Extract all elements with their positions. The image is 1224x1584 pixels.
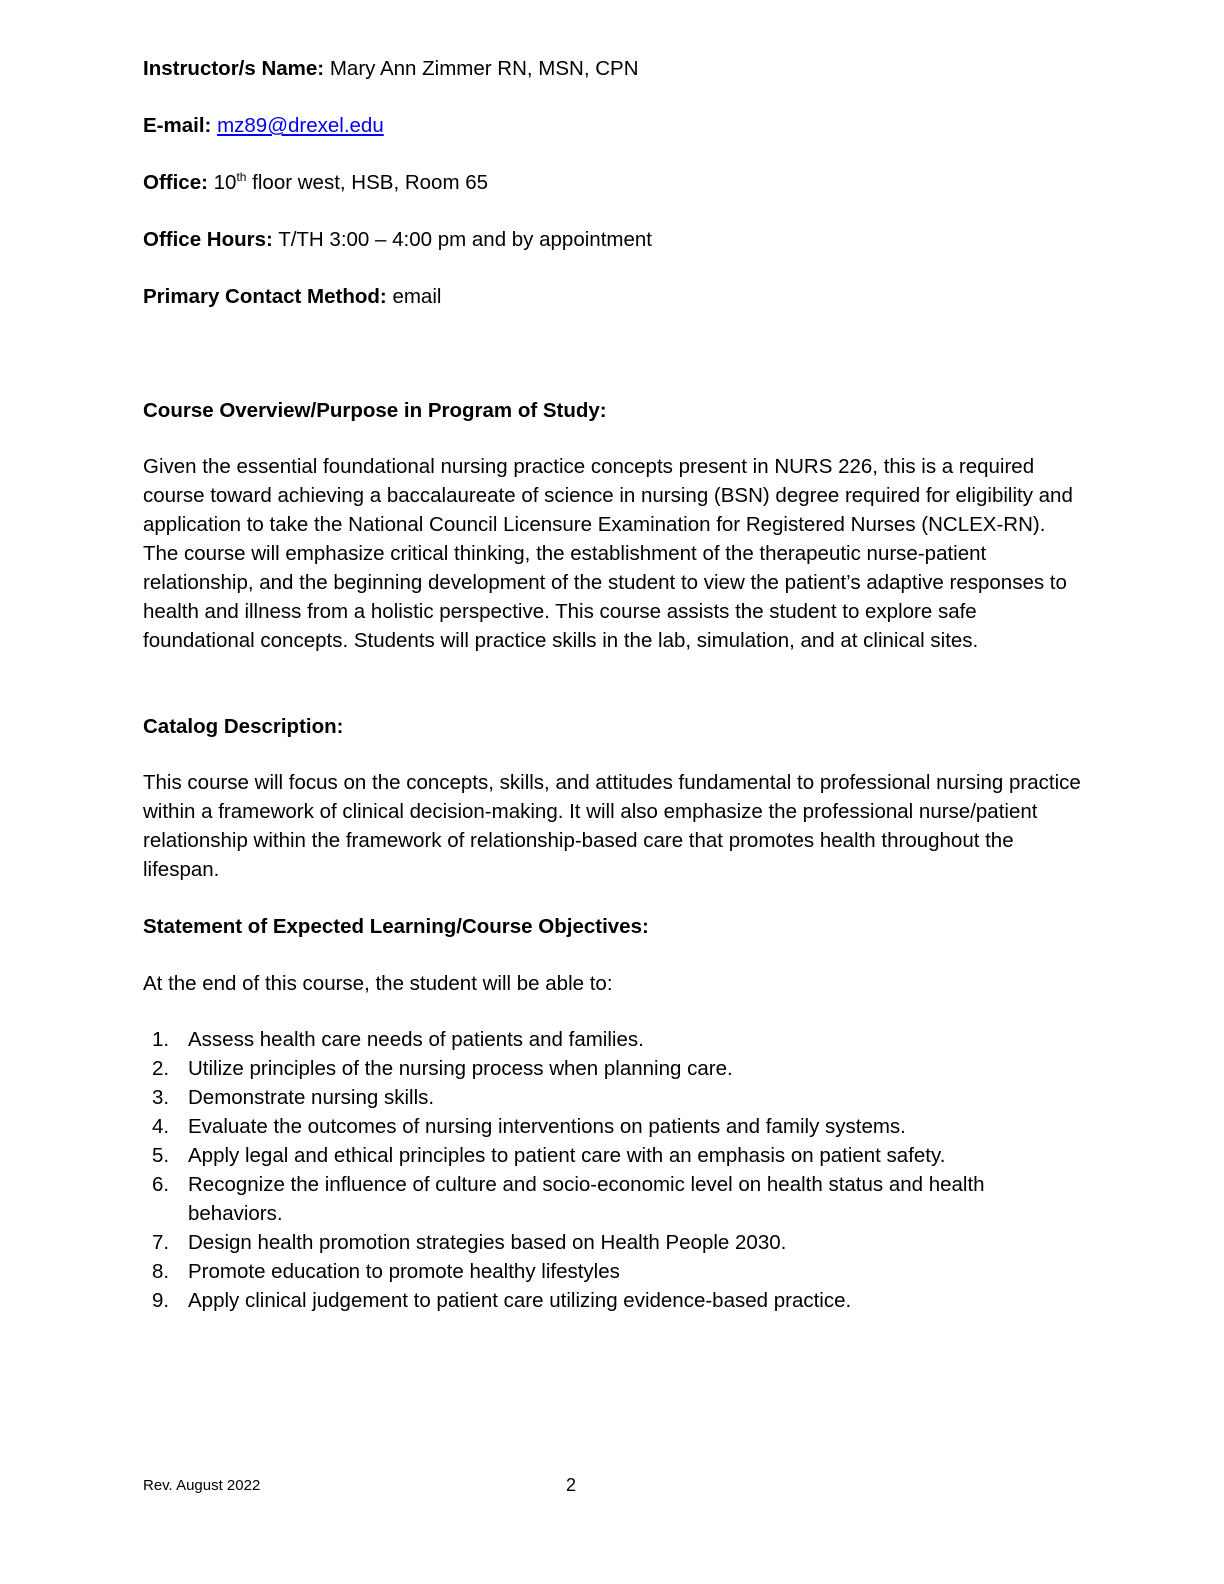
objective-text: Apply clinical judgement to patient care utilizing evidence-based practice. [188,1289,852,1312]
contact-method-value: email [392,285,442,308]
objective-text: Assess health care needs of patients and families. [188,1028,644,1051]
objective-number: 3. [152,1086,170,1109]
objective-text: Evaluate the outcomes of nursing interventions on patients and family systems. [188,1115,906,1138]
objective-number: 2. [152,1057,170,1080]
catalog-body: This course will focus on the concepts, skills, and attitudes fundamental to professional nursing practice within a framework of clinical decision-making. It will also emphasize the professional nurse/patient relationship within the framework of relationship-based care that promotes health throughout the lifespan. [143,771,1081,881]
revision-date: Rev. August 2022 [143,1477,261,1494]
objectives-list [143,1025,1083,1315]
overview-body: Given the essential foundational nursing practice concepts present in NURS 226, this is a required course toward achieving a baccalaureate of science in nursing (BSN) degree required for eligibility and application to take the National Council Licensure Examination for Registered Nurses (NCLEX-RN). The course will emphasize critical thinking, the establishment of the therapeutic nurse-patient relationship, and the beginning development of the student to view the patient’s adaptive responses to health and illness from a holistic perspective. This course assists the student to explore safe foundational concepts. Students will practice skills in the lab, simulation, and at clinical sites. [143,455,1073,652]
office-label: Office: [143,171,208,194]
objective-item [143,1083,1083,1112]
office-hours-label: Office Hours: [143,228,273,251]
instructor-name: Mary Ann Zimmer RN, MSN, CPN [329,57,639,80]
objective-number: 8. [152,1260,170,1283]
objective-number: 6. [152,1173,170,1196]
objective-item [143,1054,1083,1083]
instructor-label: Instructor/s Name: [143,57,325,80]
office-hours-value: T/TH 3:00 – 4:00 pm and by appointment [278,228,652,251]
page-number: 2 [566,1475,577,1495]
objective-item [143,1112,1083,1141]
overview-heading: Course Overview/Purpose in Program of Study: [143,399,607,422]
objective-text: Promote education to promote healthy lifestyles [188,1260,620,1283]
objective-item [143,1170,1083,1228]
office-floor-number: 10 [213,171,237,194]
objective-item [143,1025,1083,1054]
objective-item [143,1228,1083,1257]
objective-number: 7. [152,1231,170,1254]
objective-item [143,1141,1083,1170]
objective-item [143,1286,1083,1315]
contact-method-label: Primary Contact Method: [143,285,387,308]
office-location: floor west, HSB, Room 65 [252,171,489,194]
catalog-heading: Catalog Description: [143,715,344,738]
email-label: E-mail: [143,114,212,137]
objective-number: 9. [152,1289,170,1312]
office-hours-line [143,225,652,254]
email-line [143,111,384,140]
instructor-line [143,54,639,83]
email-link[interactable]: mz89@drexel.edu [217,114,384,137]
office-line [143,168,488,197]
objectives-intro: At the end of this course, the student will be able to: [143,972,613,995]
objective-text: Recognize the influence of culture and socio-economic level on health status and health behaviors. [188,1173,985,1225]
objective-text: Utilize principles of the nursing process when planning care. [188,1057,733,1080]
objectives-heading: Statement of Expected Learning/Course Objectives: [143,915,649,938]
objective-item [143,1257,1083,1286]
objective-number: 1. [152,1028,170,1051]
objective-text: Design health promotion strategies based on Health People 2030. [188,1231,787,1254]
objective-number: 5. [152,1144,170,1167]
objective-text: Demonstrate nursing skills. [188,1086,435,1109]
objective-number: 4. [152,1115,170,1138]
contact-method-line [143,282,441,311]
objective-text: Apply legal and ethical principles to patient care with an emphasis on patient safety. [188,1144,946,1167]
office-floor-suffix: th [236,170,247,185]
